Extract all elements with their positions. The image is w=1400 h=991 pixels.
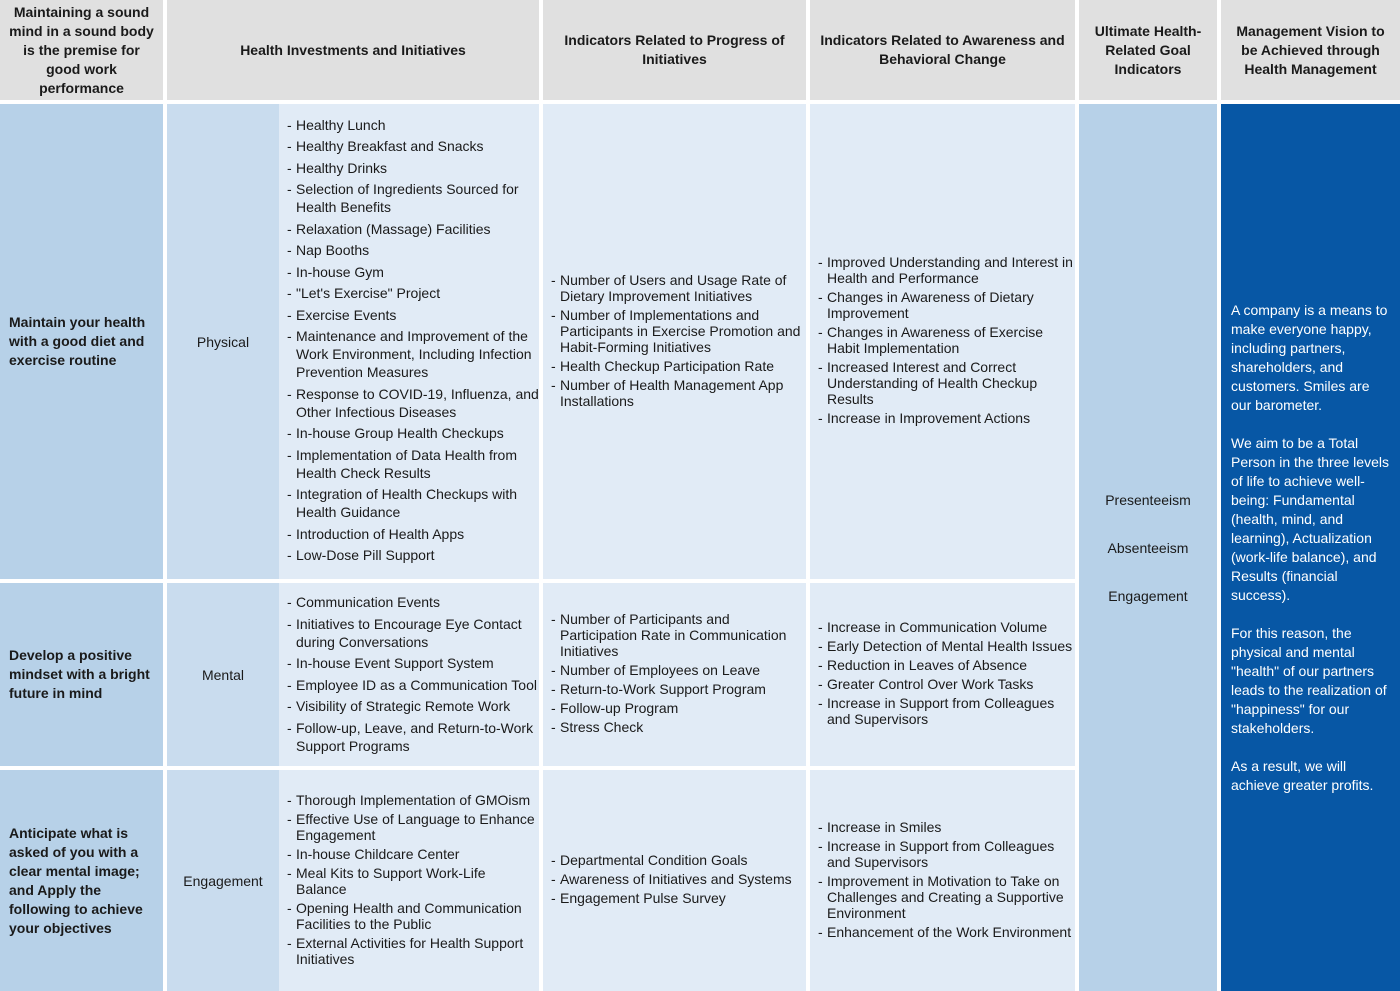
vision-paragraph: For this reason, the physical and mental "health" of our partners leads to the realization of "happiness" for our stakeholders.	[1231, 624, 1387, 736]
progress-engagement	[543, 770, 806, 991]
premise-engagement: Anticipate what is asked of you with a clear mental image; and Apply the following to achieve your objectives	[0, 770, 163, 991]
initiatives-physical	[279, 104, 539, 579]
list-item: - Improved Understanding and Interest in Health and Performance	[818, 254, 1075, 286]
list-item: - Increase in Smiles	[818, 819, 1075, 835]
progress-physical-list	[543, 272, 806, 412]
list-item: - Increase in Improvement Actions	[818, 410, 1075, 426]
list-item: - Health Checkup Participation Rate	[551, 358, 806, 374]
header-progress: Indicators Related to Progress of Initiatives	[543, 0, 806, 100]
list-item: - Low-Dose Pill Support	[287, 546, 539, 564]
premise-mental: Develop a positive mindset with a bright future in mind	[0, 583, 163, 766]
list-item: - Healthy Breakfast and Snacks	[287, 137, 539, 155]
progress-mental-list	[543, 611, 806, 738]
vision-paragraph: We aim to be a Total Person in the three levels of life to achieve well-being: Fundamental (health, mind, and learning), Actualization (work-life balance), and Results (financial success).	[1231, 434, 1389, 603]
list-item: - Greater Control Over Work Tasks	[818, 676, 1075, 692]
list-item: - Number of Employees on Leave	[551, 662, 806, 678]
ultimate-goals	[1079, 104, 1217, 991]
list-item: - Enhancement of the Work Environment	[818, 924, 1075, 940]
list-item: - Increase in Support from Colleagues and Supervisors	[818, 838, 1075, 870]
category-engagement: Engagement	[167, 770, 279, 991]
list-item: - Meal Kits to Support Work-Life Balance	[287, 865, 539, 897]
list-item: - In-house Group Health Checkups	[287, 424, 539, 442]
category-physical: Physical	[167, 104, 279, 579]
list-item: - Implementation of Data Health from Health Check Results	[287, 446, 539, 482]
list-item: - In-house Gym	[287, 263, 539, 281]
list-item: - Integration of Health Checkups with Health Guidance	[287, 485, 539, 521]
list-item: - Increased Interest and Correct Understanding of Health Checkup Results	[818, 359, 1075, 407]
list-item: - Selection of Ingredients Sourced for Health Benefits	[287, 180, 539, 216]
vision-paragraph: A company is a means to make everyone happy, including partners, shareholders, and customers. Smiles are our barometer.	[1231, 301, 1388, 413]
progress-mental	[543, 583, 806, 766]
list-item: - Engagement Pulse Survey	[551, 890, 792, 906]
list-item: - Early Detection of Mental Health Issues	[818, 638, 1075, 654]
list-item: - "Let's Exercise" Project	[287, 284, 539, 302]
list-item: - In-house Event Support System	[287, 654, 539, 672]
progress-engagement-list	[543, 852, 792, 909]
list-item: - Number of Health Management App Installations	[551, 377, 806, 409]
premise-physical: Maintain your health with a good diet and exercise routine	[0, 104, 163, 579]
initiatives-engagement-list	[279, 792, 539, 970]
category-mental: Mental	[167, 583, 279, 766]
progress-physical	[543, 104, 806, 579]
list-item: - Number of Participants and Participation Rate in Communication Initiatives	[551, 611, 806, 659]
header-ultimate: Ultimate Health-Related Goal Indicators	[1079, 0, 1217, 100]
header-premise: Maintaining a sound mind in a sound body is the premise for good work performance	[0, 0, 163, 100]
list-item: - Response to COVID-19, Influenza, and Other Infectious Diseases	[287, 385, 539, 421]
goal-absenteeism: Absenteeism	[1107, 539, 1189, 556]
list-item: - Thorough Implementation of GMOism	[287, 792, 539, 808]
list-item: - Healthy Lunch	[287, 116, 539, 134]
list-item: - Nap Booths	[287, 241, 539, 259]
list-item: - Changes in Awareness of Exercise Habit Implementation	[818, 324, 1075, 356]
list-item: - Healthy Drinks	[287, 159, 539, 177]
initiatives-physical-list	[279, 116, 539, 568]
list-item: - Number of Implementations and Participants in Exercise Promotion and Habit-Forming Initiatives	[551, 307, 806, 355]
awareness-physical	[810, 104, 1075, 579]
awareness-engagement	[810, 770, 1075, 991]
management-vision	[1221, 104, 1400, 991]
list-item: - Employee ID as a Communication Tool	[287, 676, 539, 694]
list-item: - In-house Childcare Center	[287, 846, 539, 862]
list-item: - Reduction in Leaves of Absence	[818, 657, 1075, 673]
goal-engagement: Engagement	[1108, 587, 1188, 604]
list-item: - Exercise Events	[287, 306, 539, 324]
list-item: - Departmental Condition Goals	[551, 852, 792, 868]
list-item: - Stress Check	[551, 719, 806, 735]
list-item: - Relaxation (Massage) Facilities	[287, 220, 539, 238]
list-item: - Number of Users and Usage Rate of Dietary Improvement Initiatives	[551, 272, 806, 304]
list-item: - Communication Events	[287, 593, 539, 611]
awareness-physical-list	[810, 254, 1075, 429]
list-item: - Follow-up Program	[551, 700, 806, 716]
list-item: - Follow-up, Leave, and Return-to-Work Support Programs	[287, 719, 539, 755]
header-vision: Management Vision to be Achieved through Health Management	[1221, 0, 1400, 100]
header-awareness: Indicators Related to Awareness and Behavioral Change	[810, 0, 1075, 100]
list-item: - Initiatives to Encourage Eye Contact during Conversations	[287, 615, 539, 651]
list-item: - Effective Use of Language to Enhance Engagement	[287, 811, 539, 843]
initiatives-engagement	[279, 770, 539, 991]
list-item: - Increase in Communication Volume	[818, 619, 1075, 635]
goal-presenteeism: Presenteeism	[1105, 491, 1191, 508]
list-item: - Visibility of Strategic Remote Work	[287, 697, 539, 715]
header-investments: Health Investments and Initiatives	[167, 0, 539, 100]
list-item: - Return-to-Work Support Program	[551, 681, 806, 697]
awareness-mental-list	[810, 619, 1075, 730]
list-item: - External Activities for Health Support Initiatives	[287, 935, 539, 967]
list-item: - Opening Health and Communication Facilities to the Public	[287, 900, 539, 932]
list-item: - Awareness of Initiatives and Systems	[551, 871, 792, 887]
list-item: - Changes in Awareness of Dietary Improvement	[818, 289, 1075, 321]
awareness-engagement-list	[810, 819, 1075, 943]
initiatives-mental	[279, 583, 539, 766]
list-item: - Introduction of Health Apps	[287, 525, 539, 543]
list-item: - Improvement in Motivation to Take on Challenges and Creating a Supportive Environment	[818, 873, 1075, 921]
initiatives-mental-list	[279, 593, 539, 758]
list-item: - Increase in Support from Colleagues and Supervisors	[818, 695, 1075, 727]
awareness-mental	[810, 583, 1075, 766]
vision-paragraph: As a result, we will achieve greater profits.	[1231, 757, 1374, 793]
list-item: - Maintenance and Improvement of the Work Environment, Including Infection Prevention Measures	[287, 327, 539, 381]
